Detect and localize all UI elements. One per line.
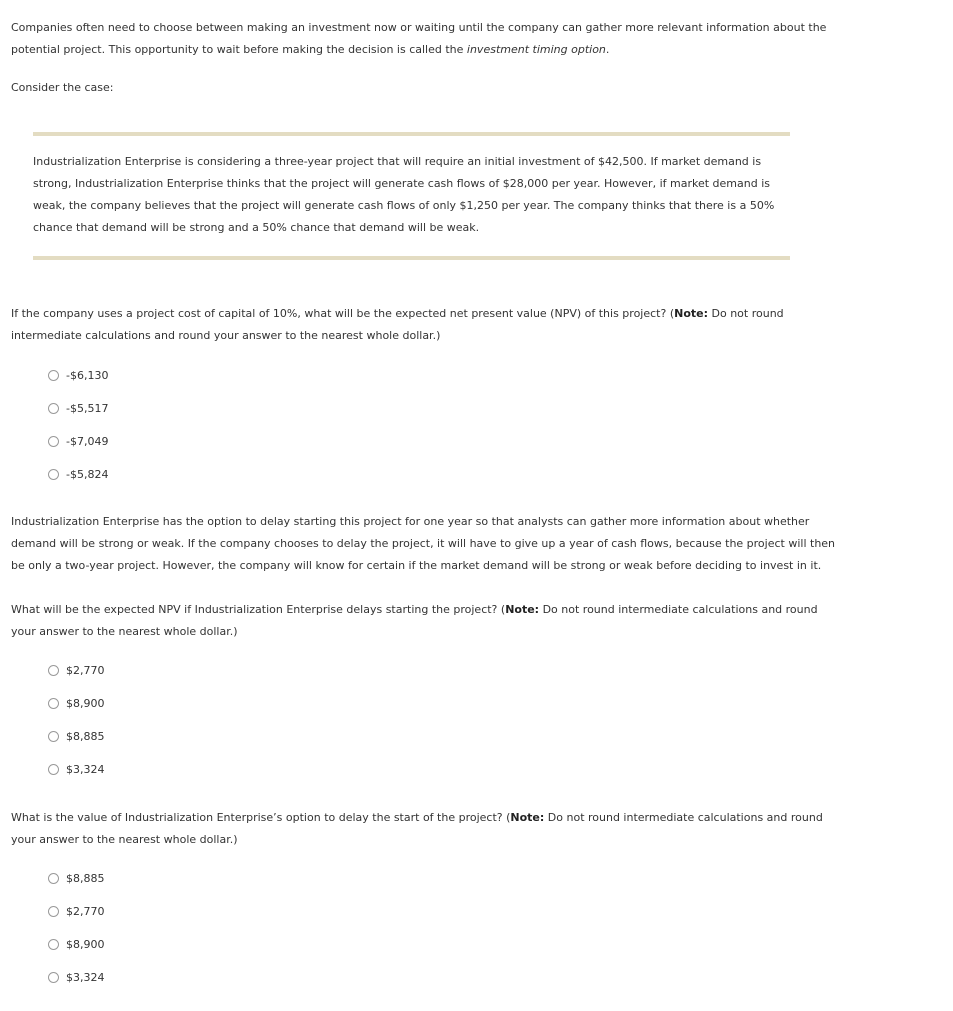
- intro-line-2-start: potential project. This opportunity to wait before making the decision is called the: [11, 43, 467, 56]
- option-label: -$5,824: [66, 467, 109, 481]
- case-line-1: Industrialization Enterprise is considering a three-year project that will require an initial investment of $42,500. If market demand is: [33, 155, 762, 168]
- intro-line-1: Companies often need to choose between making an investment now or waiting until the company can gather more relevant information about the: [11, 21, 827, 34]
- q3-option-1[interactable]: [48, 870, 105, 886]
- q2-option-1[interactable]: [48, 662, 105, 678]
- radio-button[interactable]: [48, 403, 59, 414]
- q3-line-1-start: What is the value of Industrialization Enterprise’s option to delay the start of the project? (: [11, 811, 511, 824]
- q3-option-3[interactable]: [48, 936, 105, 952]
- q1-option-3[interactable]: [48, 433, 108, 449]
- option-label: $2,770: [66, 904, 105, 918]
- case-paragraph: [33, 151, 793, 239]
- intro-paragraph: [11, 17, 826, 61]
- option-label: $8,885: [66, 729, 105, 743]
- q1-line-1-start: If the company uses a project cost of capital of 10%, what will be the expected net present value (NPV) of this project? (: [11, 307, 675, 320]
- q3-note-label: Note:: [510, 811, 545, 824]
- radio-button[interactable]: [48, 698, 59, 709]
- delay-line-3: be only a two-year project. However, the company will know for certain if the market demand will be strong or weak before deciding to invest in it.: [11, 559, 822, 572]
- question-3-text: [11, 807, 823, 851]
- q3-option-2[interactable]: [48, 903, 105, 919]
- option-label: $3,324: [66, 762, 105, 776]
- q1-line-2: intermediate calculations and round your answer to the nearest whole dollar.): [11, 329, 441, 342]
- option-label: -$5,517: [66, 401, 109, 415]
- radio-button[interactable]: [48, 731, 59, 742]
- delay-line-2: demand will be strong or weak. If the company chooses to delay the project, it will have to give up a year of cash flows, because the project will then: [11, 537, 836, 550]
- intro-line-2-end: .: [605, 43, 610, 56]
- q1-note-label: Note:: [674, 307, 709, 320]
- q1-option-4[interactable]: [48, 466, 108, 482]
- q1-option-2[interactable]: [48, 400, 108, 416]
- option-label: $8,885: [66, 871, 105, 885]
- radio-button[interactable]: [48, 906, 59, 917]
- q3-line-2: your answer to the nearest whole dollar.): [11, 833, 238, 846]
- radio-button[interactable]: [48, 939, 59, 950]
- q2-option-2[interactable]: [48, 695, 105, 711]
- option-label: $8,900: [66, 696, 105, 710]
- q3-option-4[interactable]: [48, 969, 105, 985]
- q1-line-1-end: Do not round: [708, 307, 784, 320]
- q2-note-label: Note:: [505, 603, 540, 616]
- intro-term: investment timing option: [466, 43, 606, 56]
- option-label: $8,900: [66, 937, 105, 951]
- q2-line-1-start: What will be the expected NPV if Industrialization Enterprise delays starting the project? (: [11, 603, 506, 616]
- option-label: $3,324: [66, 970, 105, 984]
- q2-line-2: your answer to the nearest whole dollar.): [11, 625, 238, 638]
- radio-button[interactable]: [48, 665, 59, 676]
- q2-option-3[interactable]: [48, 728, 105, 744]
- option-label: -$7,049: [66, 434, 109, 448]
- radio-button[interactable]: [48, 972, 59, 983]
- case-top-rule: [33, 132, 790, 136]
- delay-line-1: Industrialization Enterprise has the option to delay starting this project for one year so that analysts can gather more information about whether: [11, 515, 810, 528]
- radio-button[interactable]: [48, 370, 59, 381]
- radio-button[interactable]: [48, 873, 59, 884]
- q3-line-1-end: Do not round intermediate calculations and round: [544, 811, 823, 824]
- option-label: -$6,130: [66, 368, 109, 382]
- radio-button[interactable]: [48, 436, 59, 447]
- case-line-3: weak, the company believes that the project will generate cash flows of only $1,250 per year. The company thinks that there is a 50%: [33, 199, 775, 212]
- case-line-2: strong, Industrialization Enterprise thinks that the project will generate cash flows of $28,000 per year. However, if market demand is: [33, 177, 770, 190]
- radio-button[interactable]: [48, 469, 59, 480]
- case-bottom-rule: [33, 256, 790, 260]
- q1-option-1[interactable]: [48, 367, 108, 383]
- option-label: $2,770: [66, 663, 105, 677]
- question-2-text: [11, 599, 818, 643]
- radio-button[interactable]: [48, 764, 59, 775]
- q2-option-4[interactable]: [48, 761, 105, 777]
- q2-line-1-end: Do not round intermediate calculations and round: [539, 603, 818, 616]
- consider-label: Consider the case:: [11, 81, 114, 94]
- delay-info-paragraph: [11, 511, 835, 577]
- question-1-text: [11, 303, 784, 347]
- case-line-4: chance that demand will be strong and a 50% chance that demand will be weak.: [33, 221, 480, 234]
